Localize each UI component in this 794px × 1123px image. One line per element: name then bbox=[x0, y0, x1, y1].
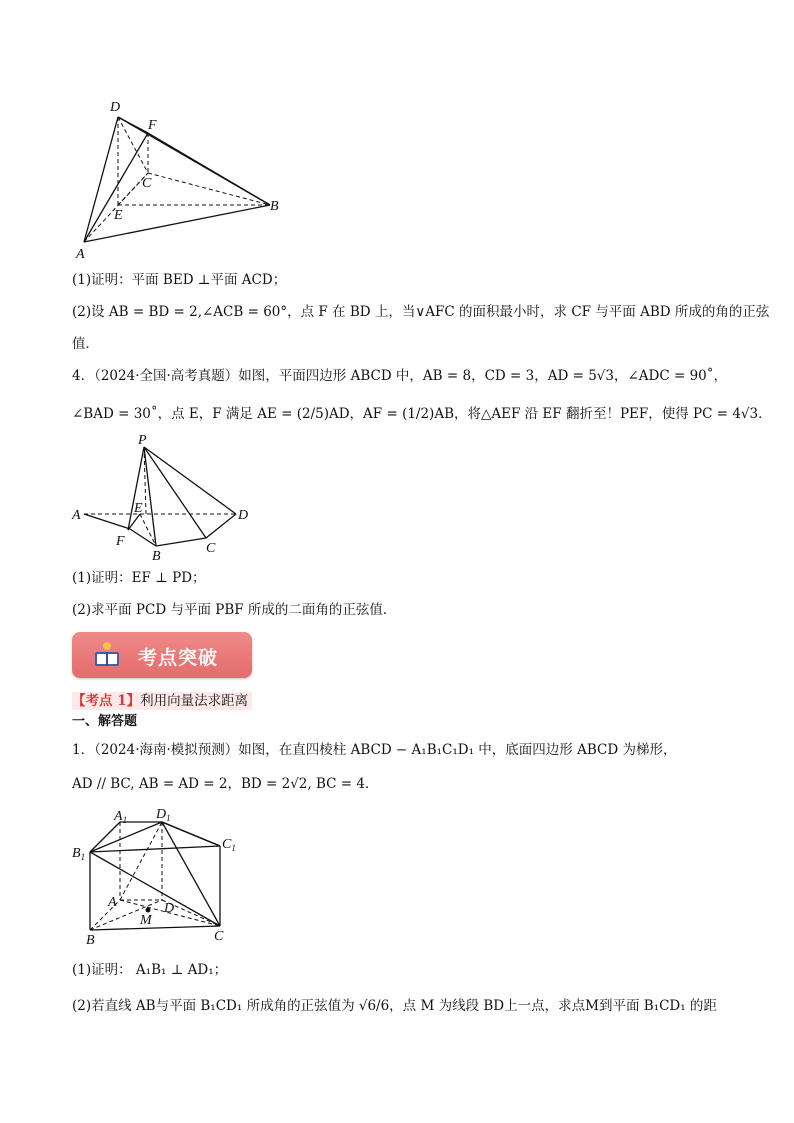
label-a: A bbox=[76, 247, 85, 262]
q1-line2: AD // BC, AB = AD = 2，BD = 2√2, BC = 4． bbox=[72, 776, 379, 792]
label-d3: D bbox=[164, 901, 175, 916]
label-f2: F bbox=[116, 534, 125, 549]
section-heading: 一、解答题 bbox=[72, 714, 138, 729]
label-c2: C bbox=[206, 541, 216, 556]
figure-tetrahedron bbox=[70, 95, 290, 265]
q4-part2: (2)求平面 PCD 与平面 PBF 所成的二面角的正弦值． bbox=[72, 602, 397, 618]
kaodian-tag: 【考点 1】 bbox=[72, 693, 141, 709]
q3-part2-line2: 值． bbox=[72, 336, 99, 352]
label-b1: $B_1$ bbox=[72, 846, 86, 862]
label-a3: A bbox=[108, 895, 117, 910]
q1-part2: (2)若直线 AB与平面 B₁CD₁ 所成角的正弦值为 √6/6，点 M 为线段 BD上一点，求点M到平面 B₁CD₁ 的距 bbox=[72, 998, 717, 1014]
label-a1: $A_1$ bbox=[114, 809, 128, 825]
q4-line2: ∠BAD = 30˚，点 E，F 满足 AE = (2/5)AD，AF = (1/2)AB，将△AEF 沿 EF 翻折至！PEF，使得 PC = 4√3． bbox=[72, 406, 772, 422]
label-e2: E bbox=[134, 501, 143, 516]
q1-line1: 1．（2024·海南·模拟预测）如图，在直四棱柱 ABCD − A₁B₁C₁D₁ 中，底面四边形 ABCD 为梯形， bbox=[72, 742, 677, 758]
q1-part1: (1)证明： A₁B₁ ⊥ AD₁； bbox=[72, 962, 228, 978]
q3-part2-line1: (2)设 AB = BD = 2,∠ACB = 60°，点 F 在 BD 上，当∨AFC 的面积最小时，求 CF 与平面 ABD 所成的角的正弦 bbox=[72, 304, 770, 320]
label-d1: $D_1$ bbox=[156, 807, 171, 823]
kaodian-text: 利用向量法求距离 bbox=[140, 693, 249, 709]
label-b2: B bbox=[152, 549, 161, 564]
label-b3: B bbox=[86, 933, 95, 948]
section-banner bbox=[72, 632, 252, 678]
book-icon bbox=[92, 640, 122, 670]
label-c3: C bbox=[214, 929, 224, 944]
q4-part1: (1)证明：EF ⊥ PD； bbox=[72, 570, 206, 586]
label-p: P bbox=[138, 433, 147, 448]
label-b: B bbox=[270, 199, 279, 214]
figure-prism bbox=[70, 808, 250, 948]
label-m: M bbox=[140, 913, 152, 928]
figure-folded-quadrilateral bbox=[70, 430, 270, 565]
label-e: E bbox=[114, 208, 123, 223]
label-a2: A bbox=[72, 508, 81, 523]
q3-part1: (1)证明：平面 BED ⊥平面 ACD； bbox=[72, 272, 287, 288]
label-c: C bbox=[142, 176, 152, 191]
label-f: F bbox=[148, 118, 157, 133]
kaodian-heading bbox=[72, 692, 252, 710]
label-d: D bbox=[110, 100, 121, 115]
label-c1: $C_1$ bbox=[222, 837, 236, 853]
q4-line1: 4．（2024·全国·高考真题）如图，平面四边形 ABCD 中，AB = 8，CD = 3，AD = 5√3，∠ADC = 90˚， bbox=[72, 368, 728, 384]
banner-title: 考点突破 bbox=[138, 647, 219, 669]
label-d2: D bbox=[238, 508, 249, 523]
